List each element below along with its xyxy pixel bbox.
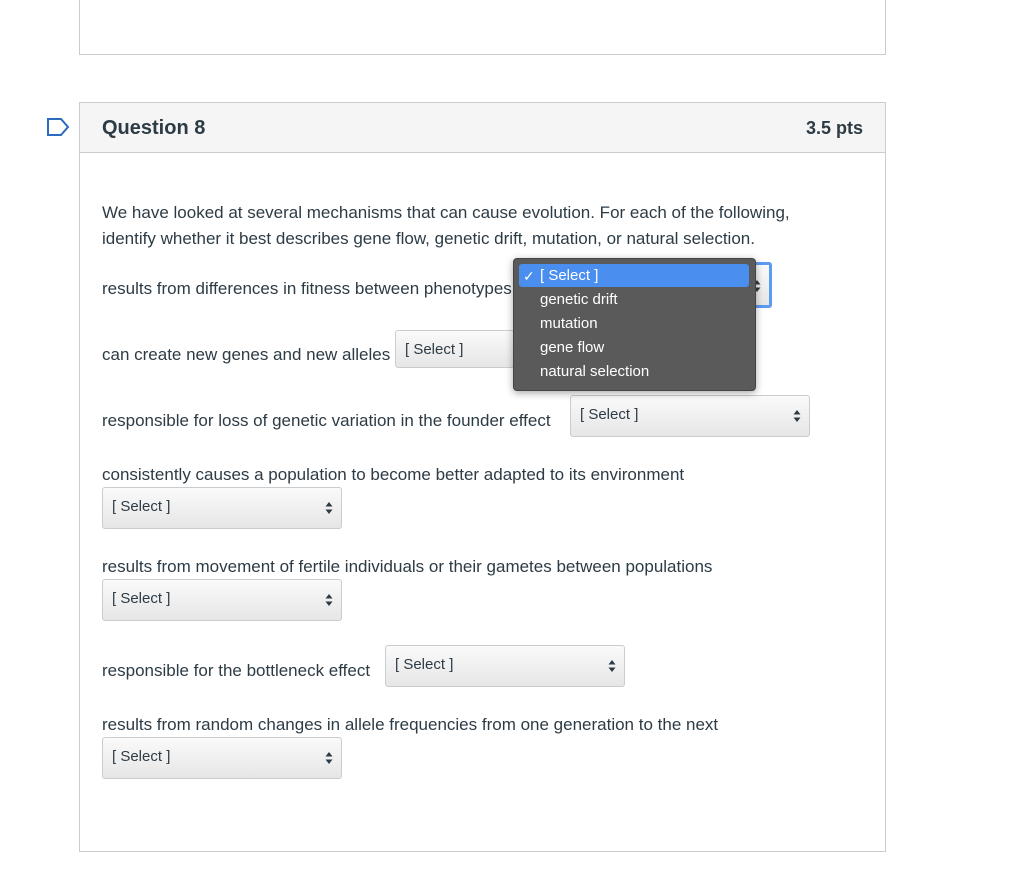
flag-question-icon[interactable] bbox=[46, 117, 70, 137]
question-title: Question 8 bbox=[102, 117, 206, 139]
answer-select-4[interactable] bbox=[102, 487, 342, 529]
select-value: [ Select ] bbox=[405, 341, 464, 358]
answer-select-3[interactable] bbox=[570, 395, 810, 437]
prompt-3: responsible for loss of genetic variation in the founder effect bbox=[102, 411, 551, 430]
up-down-arrows-icon bbox=[325, 501, 333, 515]
prompt-2: can create new genes and new alleles bbox=[102, 345, 391, 364]
question-container bbox=[79, 102, 886, 852]
previous-question-box bbox=[79, 0, 886, 55]
dropdown-option-mutation[interactable]: mutation bbox=[540, 315, 598, 332]
up-down-arrows-icon bbox=[608, 659, 616, 673]
select-value: [ Select ] bbox=[395, 656, 454, 673]
select-value: [ Select ] bbox=[580, 406, 639, 423]
select-value: [ Select ] bbox=[112, 748, 171, 765]
select-dropdown-menu bbox=[513, 258, 756, 391]
up-down-arrows-icon bbox=[325, 593, 333, 607]
checkmark-icon: ✓ bbox=[523, 268, 535, 284]
select-value: [ Select ] bbox=[112, 498, 171, 515]
answer-select-5[interactable] bbox=[102, 579, 342, 621]
up-down-arrows-icon bbox=[793, 409, 801, 423]
answer-select-6[interactable] bbox=[385, 645, 625, 687]
dropdown-option-select[interactable]: [ Select ] bbox=[540, 267, 599, 284]
prompt-6: responsible for the bottleneck effect bbox=[102, 661, 371, 680]
question-intro: We have looked at several mechanisms that can cause evolution. For each of the following, identify whether it best describes gene flow, genetic drift, mutation, or natural selection. bbox=[102, 203, 790, 248]
prompt-7: results from random changes in allele frequencies from one generation to the next bbox=[102, 715, 719, 734]
prompt-4: consistently causes a population to become better adapted to its environment bbox=[102, 465, 685, 484]
dropdown-option-natural-selection[interactable]: natural selection bbox=[540, 363, 650, 380]
up-down-arrows-icon bbox=[325, 751, 333, 765]
dropdown-option-gene-flow[interactable]: gene flow bbox=[540, 339, 605, 356]
answer-select-7[interactable] bbox=[102, 737, 342, 779]
question-header bbox=[80, 103, 885, 153]
select-value: [ Select ] bbox=[112, 590, 171, 607]
question-points: 3.5 pts bbox=[805, 118, 863, 138]
answer-select-2[interactable] bbox=[395, 330, 515, 368]
prompt-1: results from differences in fitness between phenotypes bbox=[102, 279, 512, 298]
dropdown-option-genetic-drift[interactable]: genetic drift bbox=[540, 291, 618, 308]
prompt-5: results from movement of fertile individuals or their gametes between populations bbox=[102, 557, 713, 576]
